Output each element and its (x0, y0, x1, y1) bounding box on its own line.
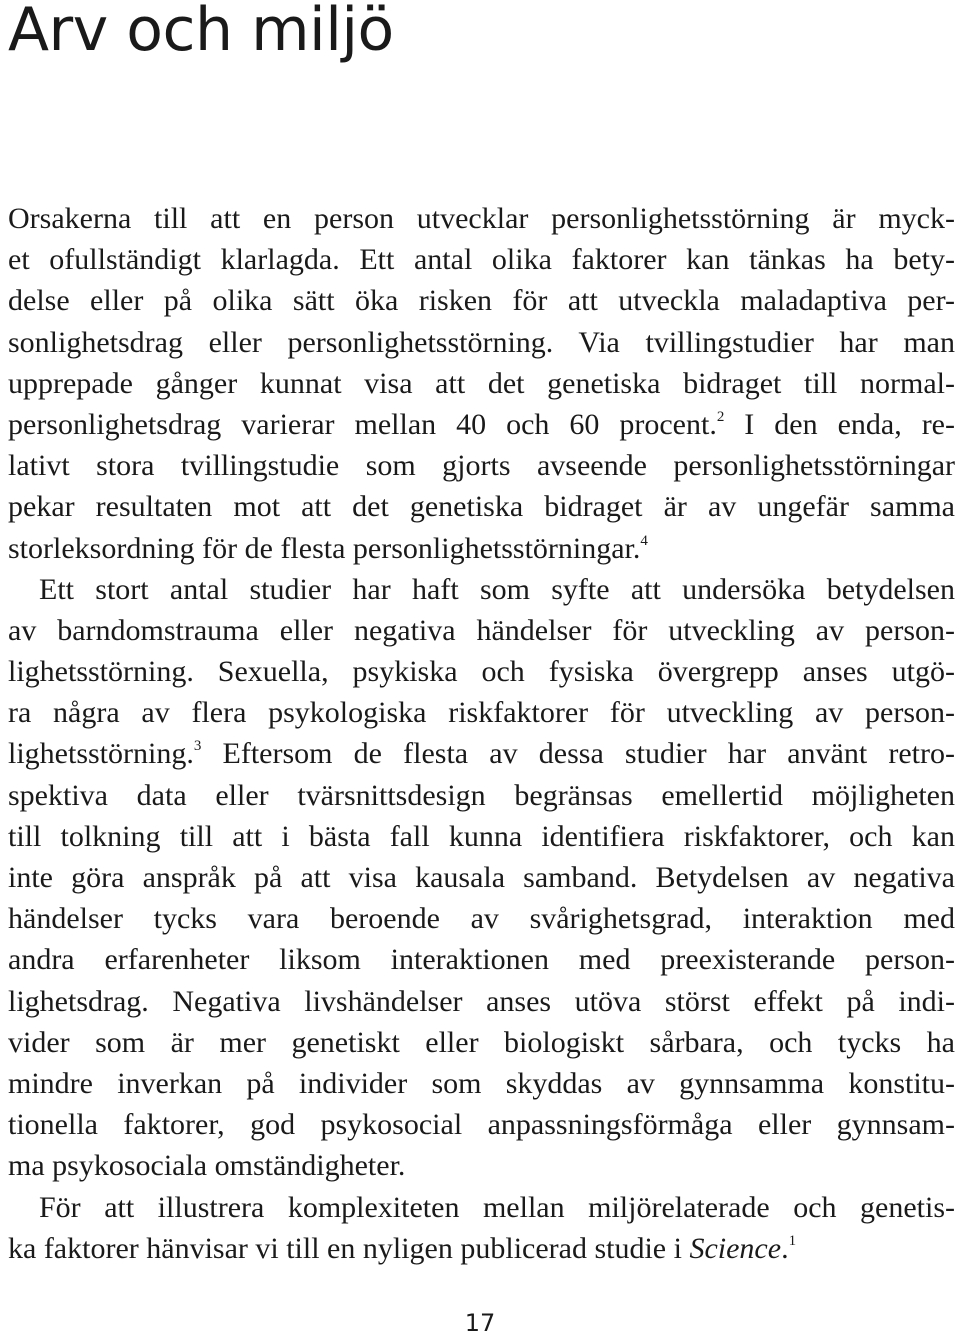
text-line: tionella faktorer, god psykosocial anpassningsförmåga eller gynnsam- (8, 1108, 955, 1142)
text-line: till tolkning till att i bästa fall kunna identifiera riskfaktorer, och kan (8, 819, 955, 853)
text-line: andra erfarenheter liksom interaktionen med preexisterande person- (8, 943, 955, 977)
text-line: mindre inverkan på individer som skyddas av gynnsamma konstitu- (8, 1066, 955, 1100)
text-line: händelser tycks vara beroende av svårighetsgrad, interaktion med (8, 902, 955, 936)
body-text (8, 198, 955, 1269)
page-number: 17 (464, 1309, 496, 1337)
text-line: delse eller på olika sätt öka risken för att utveckla maladaptiva per- (8, 284, 955, 318)
chapter-title: Arv och miljö (8, 0, 394, 65)
text-line: sonlighetsdrag eller personlighetsstörning. Via tvillingstudier har man (8, 325, 955, 359)
text-line: vider som är mer genetiskt eller biologiskt sårbara, och tycks ha (8, 1025, 955, 1059)
text-line: personlighetsdrag varierar mellan 40 och 60 procent.$^2$ I den enda, re- (8, 407, 955, 441)
text-line: av barndomstrauma eller negativa händelser för utveckling av person- (8, 613, 955, 647)
journal-title: Science (689, 1231, 782, 1265)
text-line: ra några av flera psykologiska riskfaktorer för utveckling av person- (8, 696, 955, 730)
text-line: ma psykosociala omständigheter. (8, 1149, 406, 1183)
text-line: et ofullständigt klarlagda. Ett antal olika faktorer kan tänkas ha bety- (8, 243, 955, 277)
footnote-reference[interactable]: 2 (716, 408, 725, 425)
text-line: lighetsstörning. Sexuella, psykiska och fysiska övergrepp anses utgö- (8, 655, 955, 689)
footnote-reference[interactable]: 4 (640, 532, 648, 549)
footnote-reference[interactable]: 3 (193, 738, 202, 755)
text-line: spektiva data eller tvärsnittsdesign begränsas emellertid möjligheten (8, 778, 955, 812)
text-line: inte göra anspråk på att visa kausala samband. Betydelsen av negativa (8, 861, 955, 894)
footnote-reference[interactable]: 1 (788, 1232, 797, 1249)
text-line: Orsakerna till att en person utvecklar personlighetsstörning är myck- (8, 202, 955, 235)
text-line: För att illustrera komplexiteten mellan miljörelaterade och genetis- (39, 1190, 955, 1224)
text-line: lighetsdrag. Negativa livshändelser anses utöva störst effekt på indi- (8, 984, 955, 1018)
text-line: upprepade gånger kunnat visa att det genetiska bidraget till normal- (8, 366, 955, 400)
text-line: lativt stora tvillingstudie som gjorts avseende personlighetsstörningar (8, 449, 955, 483)
text-line: storleksordning för de flesta personlighetsstörningar.$^4$ (8, 531, 648, 565)
text-line: lighetsstörning.$^3$ Eftersom de flesta av dessa studier har använt retro- (8, 737, 955, 771)
text-line: pekar resultaten mot att det genetiska bidraget är av ungefär samma (8, 490, 955, 524)
text-line: Ett stort antal studier har haft som syfte att undersöka betydelsen (39, 572, 955, 606)
text-line: ka faktorer hänvisar vi till en nyligen publicerad studie i Science.$^1$ (8, 1231, 797, 1265)
